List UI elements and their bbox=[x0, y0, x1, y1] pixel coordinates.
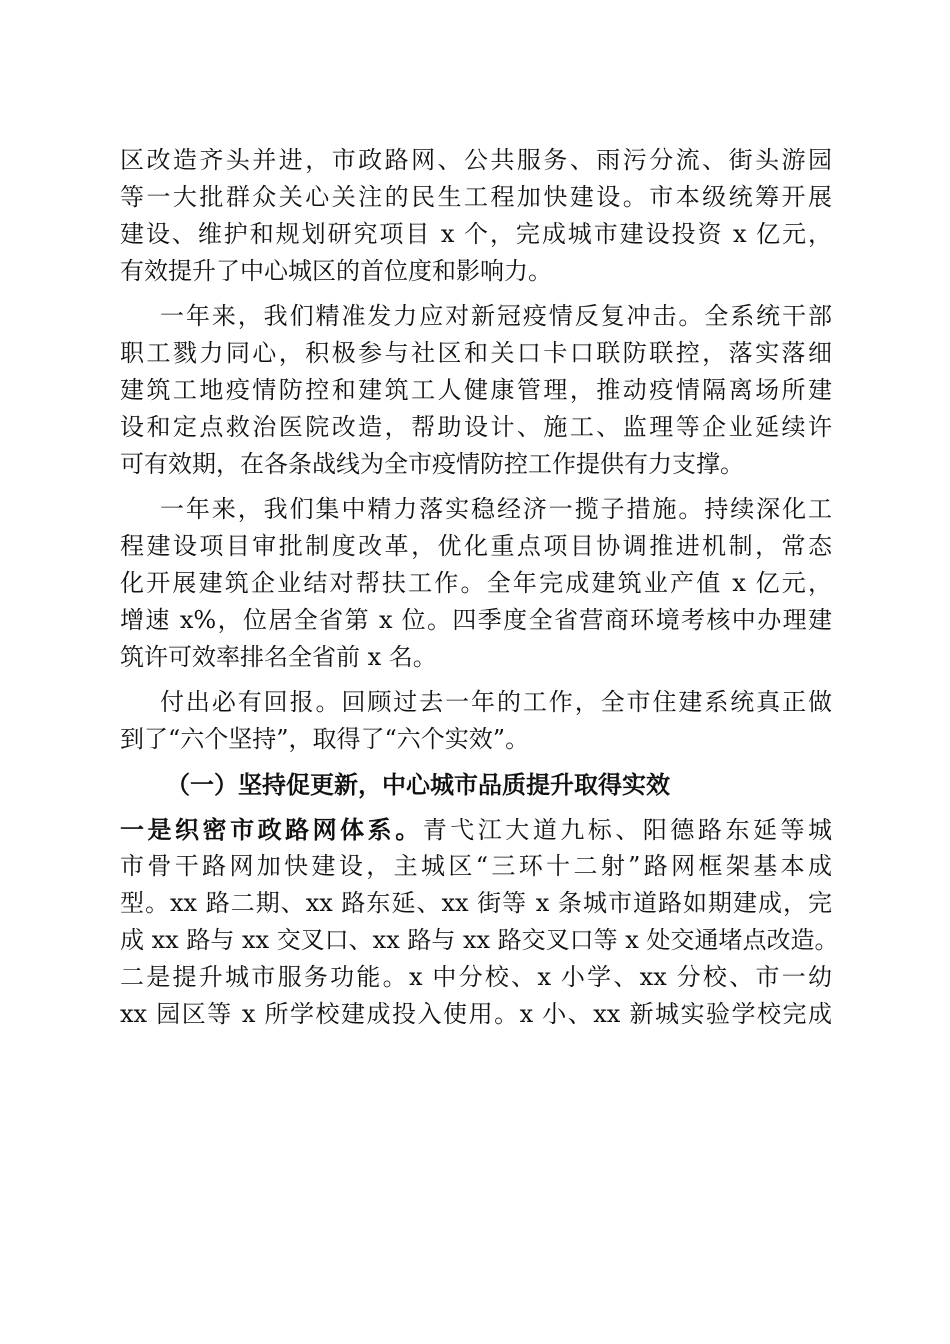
lead-phrase: 一是织密市政路网体系。 bbox=[120, 815, 423, 844]
paragraph-3 bbox=[120, 491, 832, 676]
text-line: 设和定点救治医院改造，帮助设计、施工、监理等企业延续许 bbox=[120, 413, 832, 441]
text-line: 一年来，我们精准发力应对新冠疫情反复冲击。全系统干部 bbox=[160, 302, 832, 330]
text-line: 付出必有回报。回顾过去一年的工作，全市住建系统真正做 bbox=[160, 688, 832, 716]
text-line: 有效提升了中心城区的首位度和影响力。 bbox=[120, 257, 552, 285]
section-heading bbox=[120, 766, 832, 803]
text-line: 二是提升城市服务功能。x 中分校、x 小学、xx 分校、市一幼 bbox=[120, 963, 832, 991]
text-line: 建筑工地疫情防控和建筑工人健康管理，推动疫情隔离场所建 bbox=[120, 376, 832, 404]
text-line: 化开展建筑企业结对帮扶工作。全年完成建筑业产值 x 亿元， bbox=[120, 569, 832, 597]
text-line-rest: 青弋江大道九标、阳德路东延等城 bbox=[422, 816, 833, 844]
text-line: 到了“六个坚持”，取得了“六个实效”。 bbox=[120, 725, 530, 753]
document-body bbox=[120, 142, 839, 1033]
paragraph-4 bbox=[120, 684, 832, 758]
text-line: 职工戮力同心，积极参与社区和关口卡口联防联控，落实落细 bbox=[120, 339, 832, 367]
text-line: 区改造齐头并进，市政路网、公共服务、雨污分流、街头游园 bbox=[120, 146, 832, 174]
text-line bbox=[120, 811, 832, 848]
paragraph-2 bbox=[120, 298, 832, 483]
text-line: xx 园区等 x 所学校建成投入使用。x 小、xx 新城实验学校完成 bbox=[120, 1000, 832, 1028]
text-line: 成 xx 路与 xx 交叉口、xx 路与 xx 路交叉口等 x 处交通堵点改造。 bbox=[120, 926, 839, 954]
text-line: 筑许可效率排名全省前 x 名。 bbox=[120, 643, 437, 671]
text-line: 增速 x%，位居全省第 x 位。四季度全省营商环境考核中办理建 bbox=[120, 606, 832, 634]
text-line: 等一大批群众关心关注的民生工程加快建设。市本级统筹开展 bbox=[120, 183, 832, 211]
text-line: 可有效期，在各条战线为全市疫情防控工作提供有力支撑。 bbox=[120, 450, 744, 478]
paragraph-1 bbox=[120, 142, 832, 290]
text-line: 型。xx 路二期、xx 路东延、xx 街等 x 条城市道路如期建成，完 bbox=[120, 889, 832, 917]
section-heading-text: （一）坚持促更新，中心城市品质提升取得实效 bbox=[166, 770, 670, 799]
text-line: 一年来，我们集中精力落实稳经济一揽子措施。持续深化工 bbox=[160, 495, 832, 523]
text-line: 市骨干路网加快建设，主城区“三环十二射”路网框架基本成 bbox=[120, 852, 832, 880]
paragraph-5 bbox=[120, 811, 839, 1033]
text-line: 程建设项目审批制度改革，优化重点项目协调推进机制，常态 bbox=[120, 532, 832, 560]
text-line: 建设、维护和规划研究项目 x 个，完成城市建设投资 x 亿元， bbox=[120, 220, 832, 248]
